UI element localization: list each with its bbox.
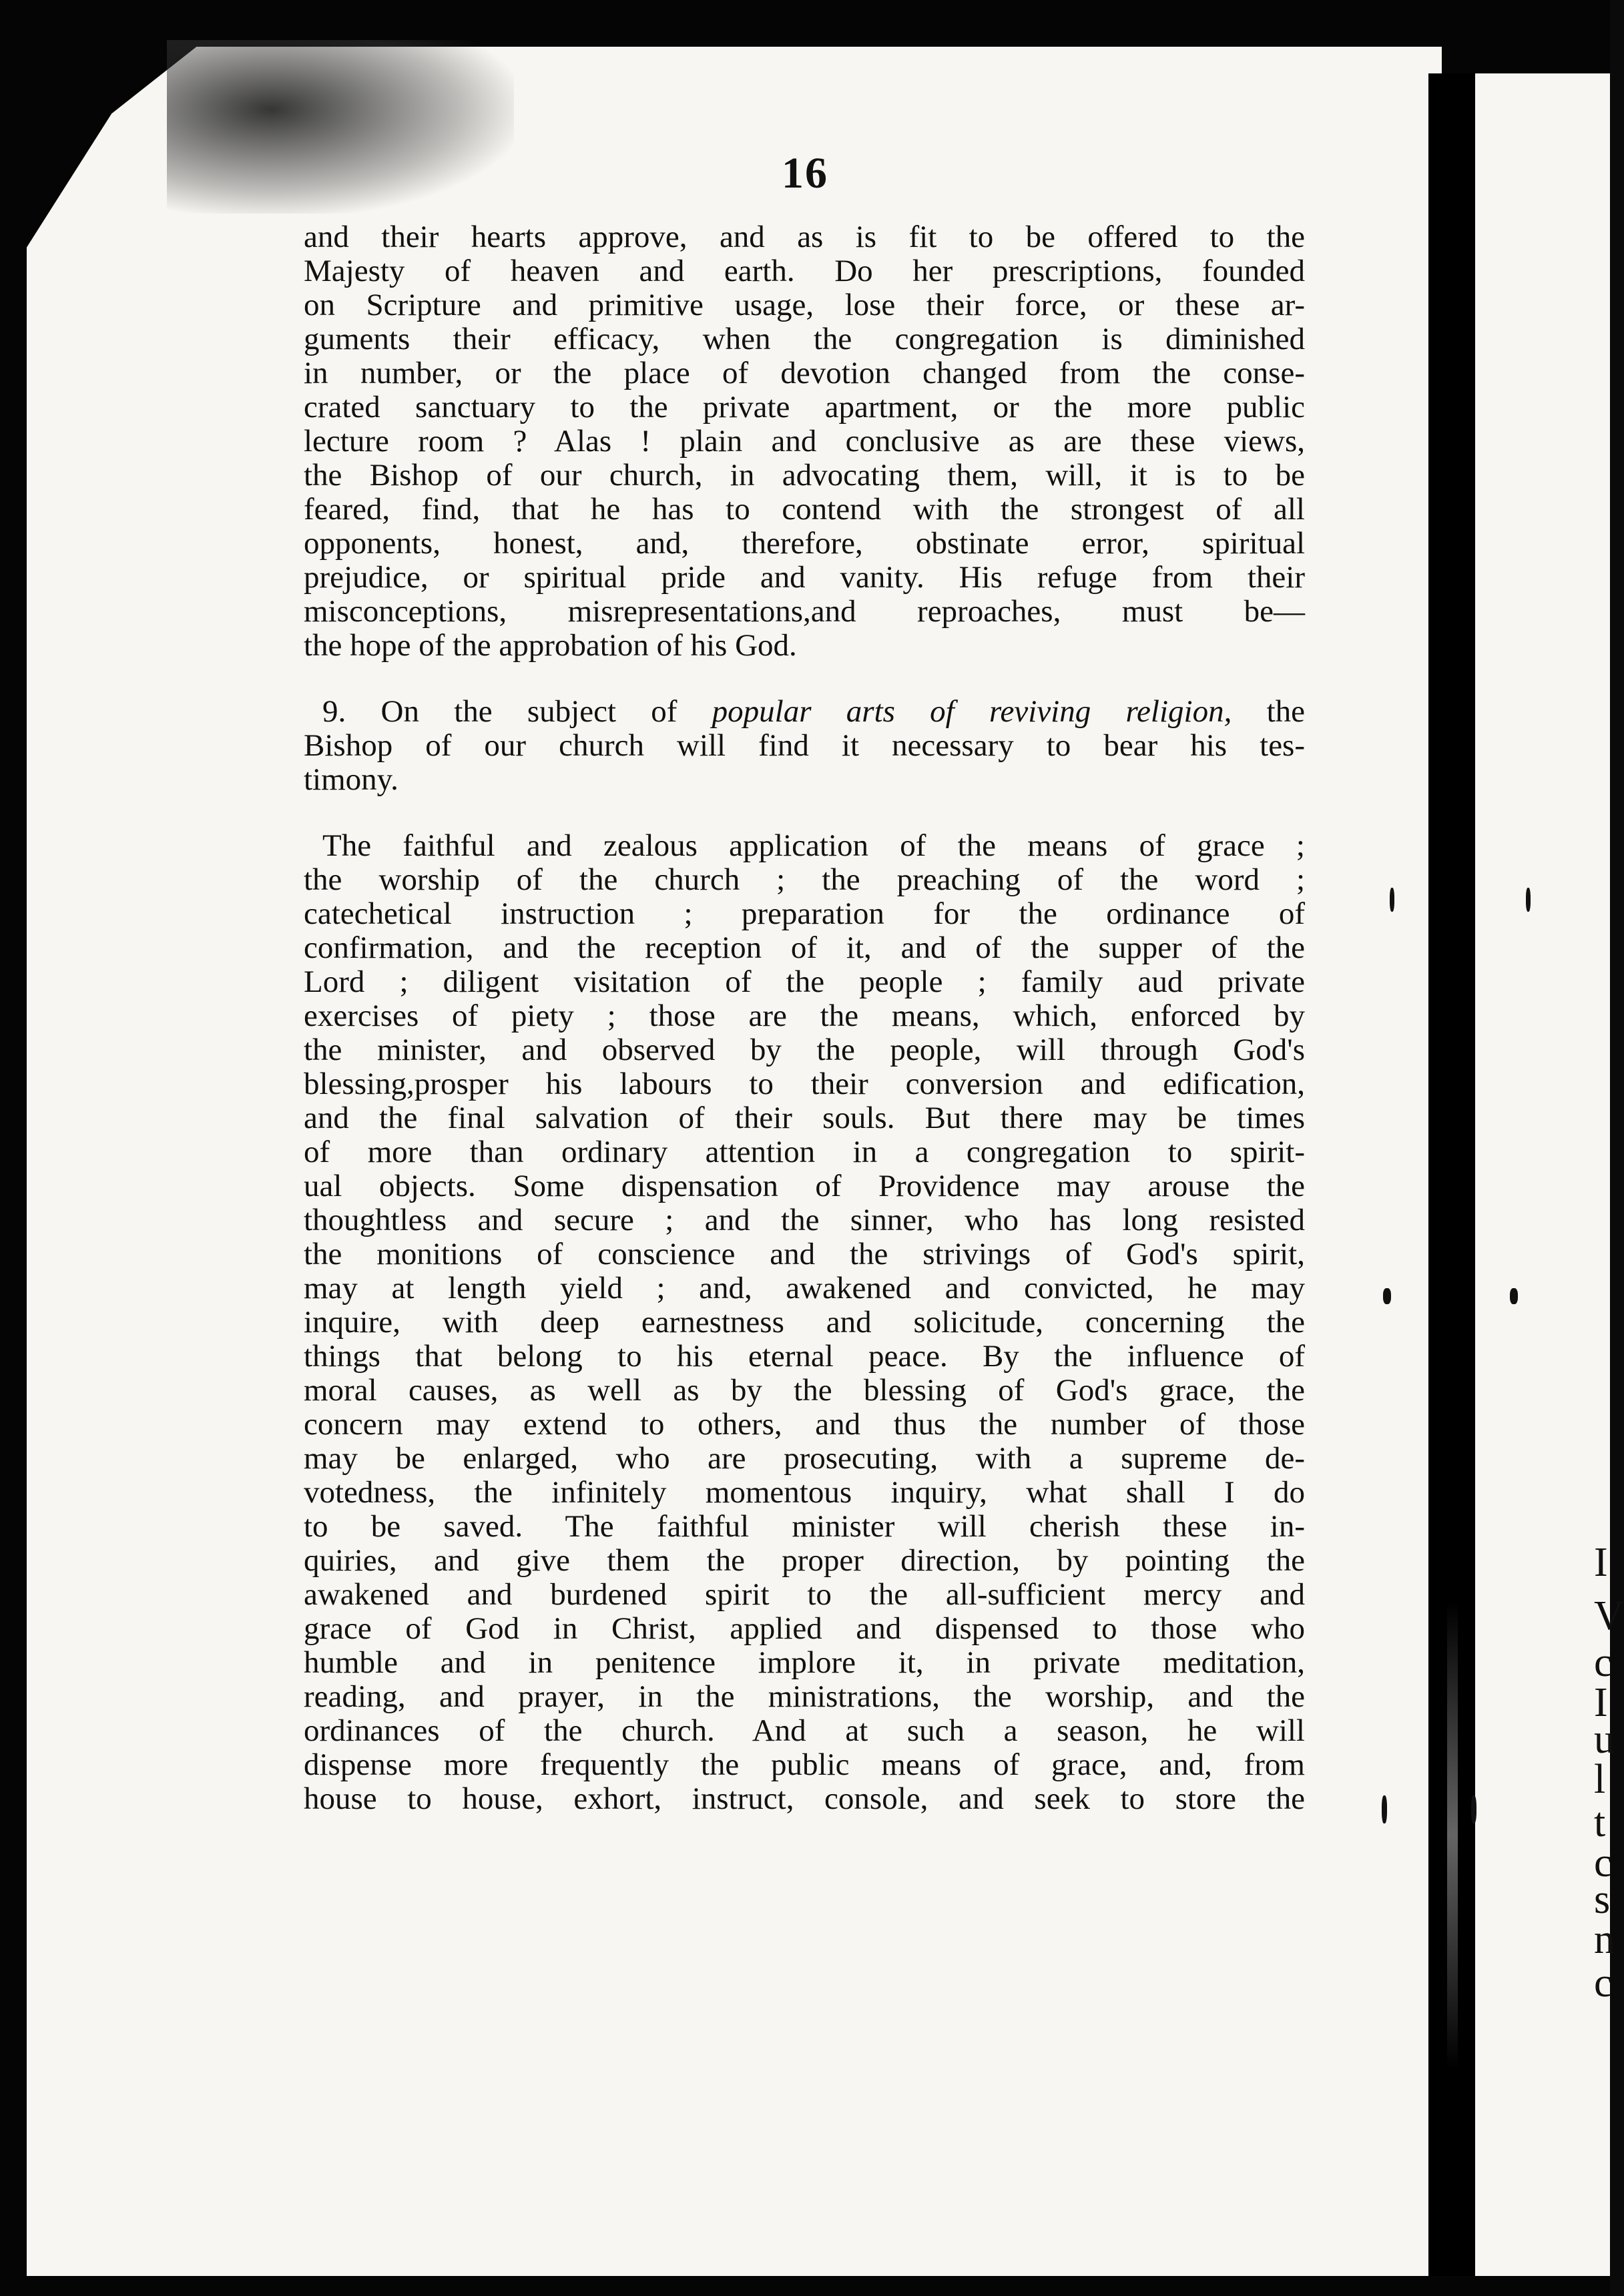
text-line: ordinances of the church. And at such a season, he will <box>304 1713 1305 1748</box>
text-line: moral causes, as well as by the blessing of God's grace, the <box>304 1373 1305 1408</box>
body-text <box>304 220 1305 1816</box>
text-line <box>304 695 1305 729</box>
text-line: Majesty of heaven and earth. Do her prescriptions, founded <box>304 254 1305 288</box>
text-line: house to house, exhort, instruct, console, and seek to store the <box>304 1781 1305 1816</box>
text-line: and the final salvation of their souls. But there may be times <box>304 1101 1305 1135</box>
text-line: prejudice, or spiritual pride and vanity. His refuge from their <box>304 560 1305 595</box>
text-line: opponents, honest, and, therefore, obstinate error, spiritual <box>304 526 1305 561</box>
facing-page-letter: I <box>1594 1540 1608 1585</box>
text-line: awakened and burdened spirit to the all-sufficient mercy and <box>304 1577 1305 1612</box>
text-line: quiries, and give them the proper direction, by pointing the <box>304 1543 1305 1578</box>
text-line: concern may extend to others, and thus the number of those <box>304 1407 1305 1442</box>
facing-page-letter: c <box>1594 1640 1613 1685</box>
text-line: humble and in penitence implore it, in private meditation, <box>304 1645 1305 1680</box>
text-line: in number, or the place of devotion changed from the conse- <box>304 356 1305 390</box>
text-line: of more than ordinary attention in a congregation to spirit- <box>304 1135 1305 1169</box>
facing-page-letter: V <box>1594 1593 1624 1639</box>
italic-phrase: popular arts of reviving religion, <box>712 694 1232 729</box>
text-line: the minister, and observed by the people, will through God's <box>304 1033 1305 1067</box>
facing-page-letter: u <box>1594 1717 1615 1762</box>
text-line: Bishop of our church will find it necessary to bear his tes- <box>304 728 1305 763</box>
text-line: ual objects. Some dispensation of Providence may arouse the <box>304 1169 1305 1203</box>
facing-page-edge <box>1475 73 1624 2276</box>
text-line: The faithful and zealous application of the means of grace ; <box>322 828 1305 863</box>
ink-speck <box>1382 1795 1387 1823</box>
text-run: the <box>1232 694 1306 729</box>
text-line: the hope of the approbation of his God. <box>304 628 797 663</box>
ink-speck <box>1383 1288 1391 1304</box>
text-line: catechetical instruction ; preparation for the ordinance of <box>304 896 1305 931</box>
facing-page-letter: n <box>1594 1917 1615 1962</box>
paragraph-gap <box>304 797 1305 829</box>
text-line: the monitions of conscience and the strivings of God's spirit, <box>304 1237 1305 1271</box>
text-line: lecture room ? Alas ! plain and conclusive as are these views, <box>304 424 1305 459</box>
text-line: things that belong to his eternal peace. By the influence of <box>304 1339 1305 1374</box>
ink-speck <box>1390 888 1394 912</box>
text-line: timony. <box>304 762 398 797</box>
text-line: reading, and prayer, in the ministrations, the worship, and the <box>304 1679 1305 1714</box>
text-line: thoughtless and secure ; and the sinner, who has long resisted <box>304 1203 1305 1237</box>
text-line: dispense more frequently the public means of grace, and, from <box>304 1747 1305 1782</box>
ink-speck <box>1471 1795 1476 1823</box>
text-line: feared, find, that he has to contend with the strongest of all <box>304 492 1305 527</box>
facing-page-letter: l <box>1594 1757 1606 1802</box>
text-line: may be enlarged, who are prosecuting, with a supreme de- <box>304 1441 1305 1476</box>
ink-speck <box>1526 888 1531 912</box>
facing-page-letter: I <box>1594 1680 1608 1725</box>
text-line: crated sanctuary to the private apartment, or the more public <box>304 390 1305 424</box>
facing-page-letter: c <box>1594 1960 1613 2006</box>
text-line: Lord ; diligent visitation of the people ; family aud private <box>304 964 1305 999</box>
ink-speck <box>1510 1288 1518 1304</box>
text-line: to be saved. The faithful minister will cherish these in- <box>304 1509 1305 1544</box>
text-line: may at length yield ; and, awakened and convicted, he may <box>304 1271 1305 1306</box>
facing-page-letter: c <box>1594 1840 1613 1886</box>
text-line: on Scripture and primitive usage, lose their force, or these ar- <box>304 288 1305 322</box>
facing-page-letter: s <box>1594 1877 1611 1922</box>
text-line: guments their efficacy, when the congregation is diminished <box>304 322 1305 356</box>
text-line: grace of God in Christ, applied and dispensed to those who <box>304 1611 1305 1646</box>
text-line: and their hearts approve, and as is fit to be offered to the <box>304 220 1305 254</box>
text-line: misconceptions, misrepresentations,and reproaches, must be— <box>304 594 1305 629</box>
text-line: confirmation, and the reception of it, and of the supper of the <box>304 930 1305 965</box>
paragraph-gap <box>304 663 1305 695</box>
text-line: votedness, the infinitely momentous inquiry, what shall I do <box>304 1475 1305 1510</box>
text-line: exercises of piety ; those are the means, which, enforced by <box>304 998 1305 1033</box>
page-number: 16 <box>782 149 828 198</box>
text-run: 9. On the subject of <box>322 694 712 729</box>
facing-page-letter: t <box>1594 1800 1606 1845</box>
text-line: the Bishop of our church, in advocating them, will, it is to be <box>304 458 1305 493</box>
text-line: blessing,prosper his labours to their conversion and edification, <box>304 1067 1305 1101</box>
gutter-highlight <box>1447 1602 1458 2069</box>
text-line: inquire, with deep earnestness and solicitude, concerning the <box>304 1305 1305 1340</box>
text-line: the worship of the church ; the preaching of the word ; <box>304 862 1305 897</box>
